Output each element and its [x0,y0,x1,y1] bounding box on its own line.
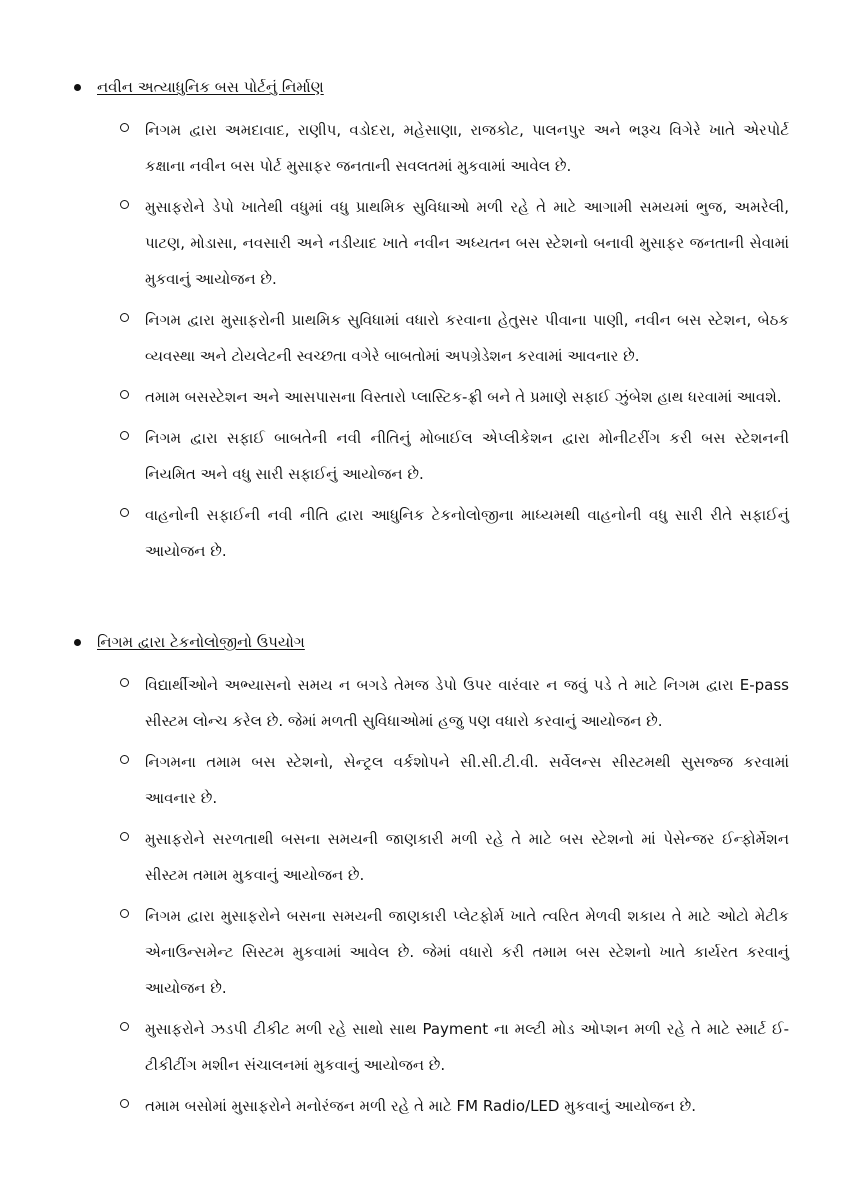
list-item [120,744,789,816]
list-item [120,379,789,415]
circle-bullet-icon [120,123,129,132]
circle-bullet-icon [120,313,129,322]
section-heading [74,72,789,102]
list-item-text: તમામ બસોમાં મુસાફરોને મનોરંજન મળી રહે તે માટે FM Radio/LED મુકવાનું આયોજન છે. [145,1097,696,1115]
list-item-text: મુસાફરોને ડેપો ખાતેથી વધુમાં વધુ પ્રાથમિક સુવિધાઓ મળી રહે તે માટે આગામી સમયમાં ભુજ, અમરેલી, પાટણ, મોડાસા, નવસારી અને નડીયાદ ખાતે નવીન અધ્યતન બસ સ્ટેશનો બનાવી મુસાફર જનતાની સેવામાં મુકવાનું આયોજન છે. [145,198,789,288]
list-item [120,420,789,492]
item-list [74,667,789,1124]
circle-bullet-icon [120,755,129,764]
circle-bullet-icon [120,909,129,918]
section-title: નવીન અત્યાધુનિક બસ પોર્ટનું નિર્માણ [97,78,324,96]
list-item-text: મુસાફરોને સરળતાથી બસના સમયની જાણકારી મળી રહે તે માટે બસ સ્ટેશનો માં પેસેન્જર ઈન્ફોર્મેશન સીસ્ટમ તમામ મુકવાનું આયોજન છે. [145,830,789,884]
list-item [120,112,789,184]
section-title: નિગમ દ્વારા ટેકનોલોજીનો ઉપયોગ [97,633,305,651]
list-item [120,189,789,297]
circle-bullet-icon [120,1099,129,1108]
circle-bullet-icon [120,200,129,209]
list-item-text: નિગમ દ્વારા અમદાવાદ, રાણીપ, વડોદરા, મહેસાણા, રાજકોટ, પાલનપુર અને ભરૂચ વિગેરે ખાતે એરપોર્ટ કક્ષાના નવીન બસ પોર્ટ મુસાફર જનતાની સવલતમાં મુકવામાં આવેલ છે. [145,121,789,175]
list-item [120,1011,789,1083]
circle-bullet-icon [120,508,129,517]
bullet-icon [74,639,81,646]
list-item [120,497,789,569]
list-item-text: નિગમ દ્વારા મુસાફરોની પ્રાથમિક સુવિધામાં વધારો કરવાના હેતુસર પીવાના પાણી, નવીન બસ સ્ટેશન, બેઠક વ્યવસ્થા અને ટોયલેટની સ્વચ્છતા વગેરે બાબતોમાં અપગ્રેડેશન કરવામાં આવનાર છે. [145,311,789,365]
list-item [120,898,789,1006]
section-bus-ports [74,72,789,569]
section-technology [74,627,789,1124]
list-item [120,821,789,893]
list-item [120,302,789,374]
circle-bullet-icon [120,678,129,687]
list-item-text: મુસાફરોને ઝડપી ટીકીટ મળી રહે સાથો સાથ Payment ના મલ્ટી મોડ ઓપ્શન મળી રહે તે માટે સ્માર્ટ ઈ-ટીકીટીંગ મશીન સંચાલનમાં મુકવાનું આયોજન છે. [145,1020,789,1074]
list-item [120,667,789,739]
item-list [74,112,789,569]
list-item-text: નિગમના તમામ બસ સ્ટેશનો, સેન્ટ્રલ વર્કશોપને સી.સી.ટી.વી. સર્વેલન્સ સીસ્ટમથી સુસજ્જ કરવામાં આવનાર છે. [145,753,789,807]
bullet-icon [74,84,81,91]
list-item-text: નિગમ દ્વારા મુસાફરોને બસના સમયની જાણકારી પ્લેટફોર્મ ખાતે ત્વરિત મેળવી શકાય તે માટે ઓટો મેટીક એનાઉન્સમેન્ટ સિસ્ટમ મુકવામાં આવેલ છે. જેમાં વધારો કરી તમામ બસ સ્ટેશનો ખાતે કાર્યરત કરવાનું આયોજન છે. [145,907,789,997]
list-item-text: વાહનોની સફાઈની નવી નીતિ દ્વારા આધુનિક ટેકનોલોજીના માધ્યમથી વાહનોની વધુ સારી રીતે સફાઈનું આયોજન છે. [145,506,789,560]
list-item-text: તમામ બસસ્ટેશન અને આસપાસના વિસ્તારો પ્લાસ્ટિક-ફ્રી બને તે પ્રમાણે સફાઈ ઝુંબેશ હાથ ધરવામાં આવશે. [145,388,782,406]
list-item [120,1088,789,1124]
circle-bullet-icon [120,832,129,841]
circle-bullet-icon [120,1022,129,1031]
list-item-text: નિગમ દ્વારા સફાઈ બાબતેની નવી નીતિનું મોબાઈલ એપ્લીકેશન દ્વારા મોનીટરીંગ કરી બસ સ્ટેશનની નિયમિત અને વધુ સારી સફાઈનું આયોજન છે. [145,429,789,483]
circle-bullet-icon [120,390,129,399]
section-heading [74,627,789,657]
circle-bullet-icon [120,431,129,440]
list-item-text: વિદ્યાર્થીઓને અભ્યાસનો સમય ન બગડે તેમજ ડેપો ઉપર વારંવાર ન જવું પડે તે માટે નિગમ દ્વારા E-pass સીસ્ટમ લોન્ચ કરેલ છે. જેમાં મળતી સુવિધાઓમાં હજુ પણ વધારો કરવાનું આયોજન છે. [145,676,789,730]
